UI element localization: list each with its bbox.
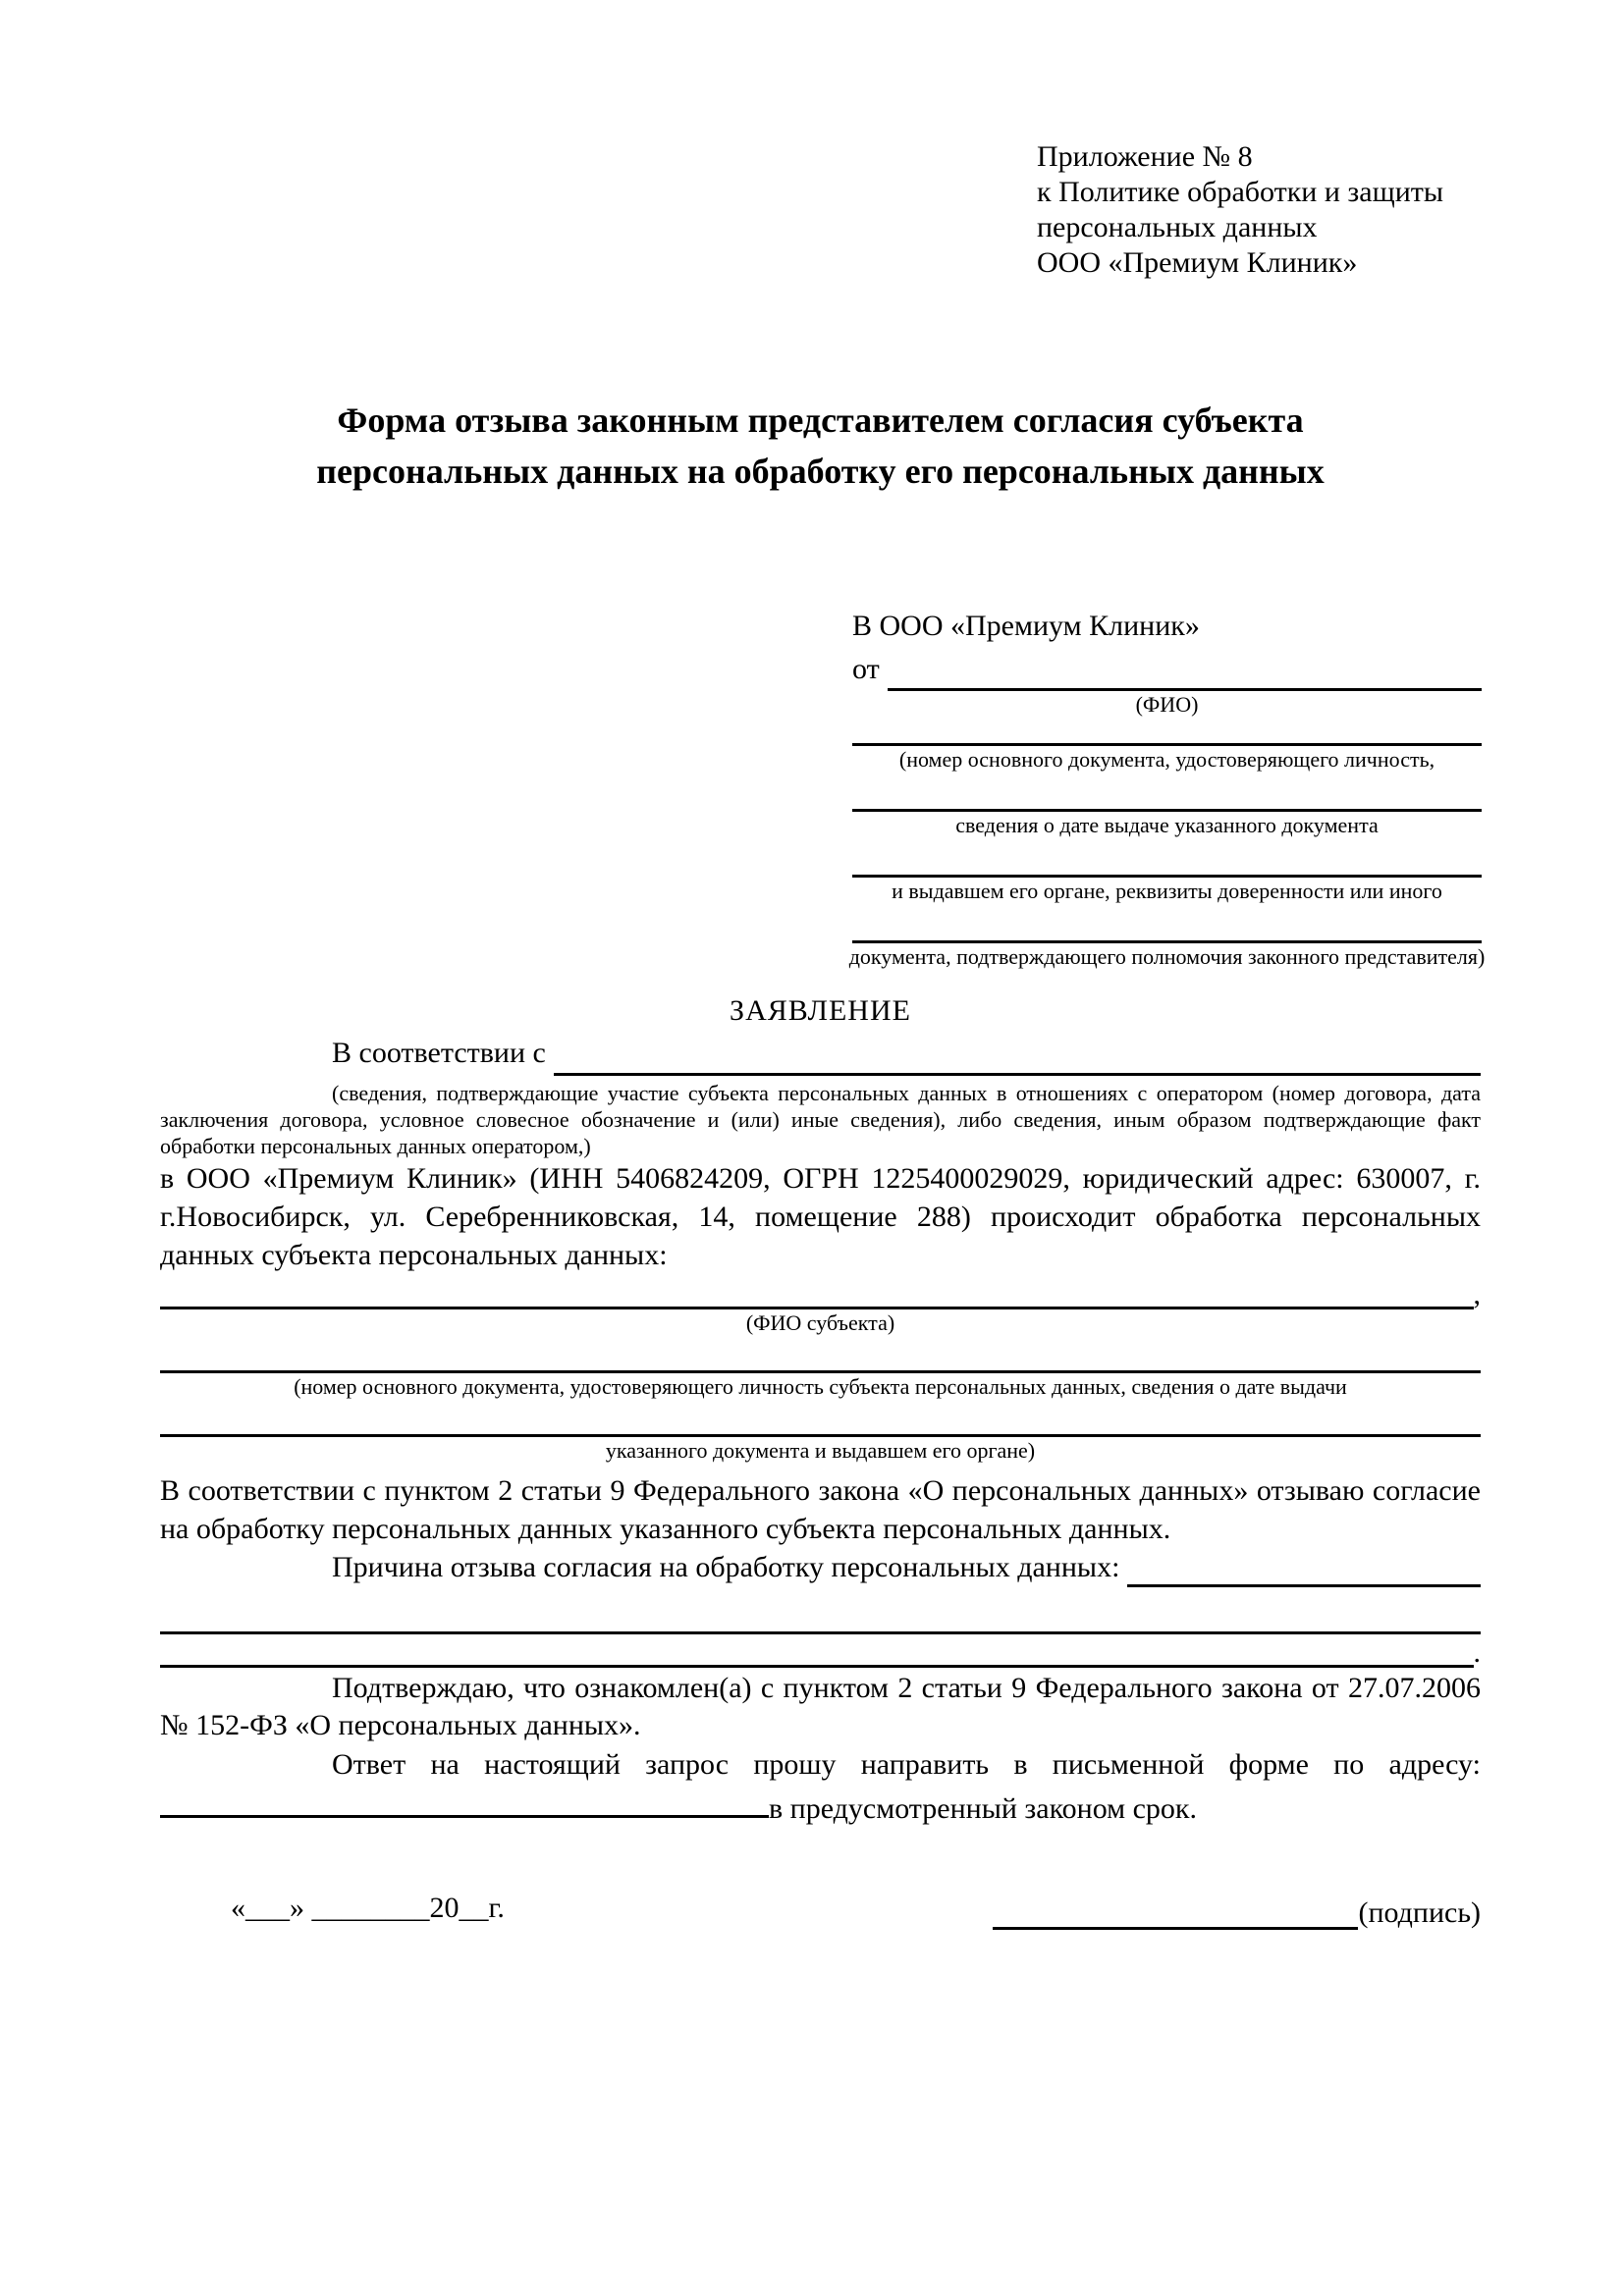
subject-doc-caption-2: указанного документа и выдавшем его органе) <box>605 1438 1036 1463</box>
representative-doc-blank-4[interactable] <box>852 904 1482 943</box>
appendix-line-3: персональных данных <box>1037 211 1318 243</box>
from-row <box>852 648 1482 691</box>
trailing-comma: , <box>1473 1278 1481 1310</box>
fio-caption: (ФИО) <box>1135 692 1199 717</box>
footer-row <box>160 1887 1481 1930</box>
subject-doc-caption-1: (номер основного документа, удостоверяющего личность субъекта персональных данных, сведения о дате выдачи <box>294 1374 1347 1399</box>
representative-doc-blank-1[interactable] <box>852 718 1482 746</box>
representative-doc-blank-3[interactable] <box>852 838 1482 878</box>
reason-blank-line-2[interactable] <box>160 1631 1474 1668</box>
appendix-line-1: Приложение № 8 <box>1037 140 1253 173</box>
representative-doc-blank-2[interactable] <box>852 773 1482 812</box>
subject-doc-blank-2[interactable] <box>160 1397 1481 1437</box>
addressee-block <box>848 605 1486 970</box>
reply-lead: Ответ на настоящий запрос прошу направить в письменной форме по адресу: <box>332 1748 1481 1781</box>
document-title: Форма отзыва законным представителем согласия субъекта персональных данных на обработку его персональных данных <box>316 400 1325 491</box>
subject-fio-row <box>160 1274 1481 1309</box>
doc-caption-4: документа, подтверждающего полномочия законного представителя) <box>848 944 1486 969</box>
reason-row <box>160 1548 1481 1587</box>
subject-fio-blank[interactable] <box>160 1271 1474 1309</box>
doc-caption-1: (номер основного документа, удостоверяющего личность, <box>898 747 1435 772</box>
appendix-line-2: к Политике обработки и защиты <box>1037 176 1444 208</box>
reason-blank-line-1[interactable] <box>160 1584 1481 1634</box>
reason-extra-row-1 <box>160 1587 1481 1634</box>
reply-paragraph <box>160 1744 1481 1830</box>
subject-doc-row-1 <box>160 1336 1481 1373</box>
confirm-paragraph: Подтверждаю, что ознакомлен(а) с пунктом 2 статьи 9 Федерального закона от 27.07.2006 № 152-ФЗ «О персональных данных». <box>160 1672 1481 1741</box>
accordance-blank[interactable] <box>554 1073 1481 1076</box>
reply-address-blank[interactable] <box>160 1786 769 1818</box>
subject-fio-caption: (ФИО субъекта) <box>745 1310 895 1335</box>
addressee-organization: В ООО «Премиум Клиник» <box>852 610 1200 642</box>
doc-caption-2: сведения о дате выдаче указанного документа <box>955 813 1379 837</box>
trailing-period: . <box>1473 1636 1481 1669</box>
accordance-smallprint: (сведения, подтверждающие участие субъекта персональных данных в отношениях с оператором (номер договора, дата заключения договора, условное словесное обозначение и (или) иные сведения), либо сведения, иным образом подтверждающие факт обработки персональных данных оператором,) <box>160 1081 1481 1158</box>
accordance-row <box>160 1031 1481 1076</box>
accordance-label: В соответствии с <box>332 1037 546 1069</box>
date-blank[interactable]: «___» ________20__г. <box>231 1892 505 1924</box>
reply-tail: в предусмотренный законом срок. <box>769 1792 1197 1825</box>
statement-heading: ЗАЯВЛЕНИЕ <box>730 994 911 1027</box>
operator-paragraph: в ООО «Премиум Клиник» (ИНН 5406824209, ОГРН 1225400029029, юридический адрес: 630007, г. г.Новосибирск, ул. Серебренниковская, 14, помещение 288) происходит обработка персональных данных субъекта персональных данных: <box>160 1162 1481 1271</box>
doc-caption-3: и выдавшем его органе, реквизиты доверенности или иного <box>892 879 1442 903</box>
signature-caption: (подпись) <box>1358 1896 1481 1929</box>
subject-doc-row-2 <box>160 1400 1481 1437</box>
appendix-note <box>1037 139 1481 281</box>
subject-doc-blank-1[interactable] <box>160 1333 1481 1373</box>
signature-blank[interactable] <box>993 1888 1358 1930</box>
signature-group <box>993 1888 1481 1930</box>
appendix-line-4: ООО «Премиум Клиник» <box>1037 246 1358 279</box>
reason-extra-row-2 <box>160 1634 1481 1668</box>
withdraw-paragraph: В соответствии с пунктом 2 статьи 9 Федерального закона «О персональных данных» отзываю согласие на обработку персональных данных указанного субъекта персональных данных. <box>160 1474 1481 1545</box>
reason-label: Причина отзыва согласия на обработку персональных данных: <box>332 1551 1120 1583</box>
from-label: от <box>852 653 880 685</box>
